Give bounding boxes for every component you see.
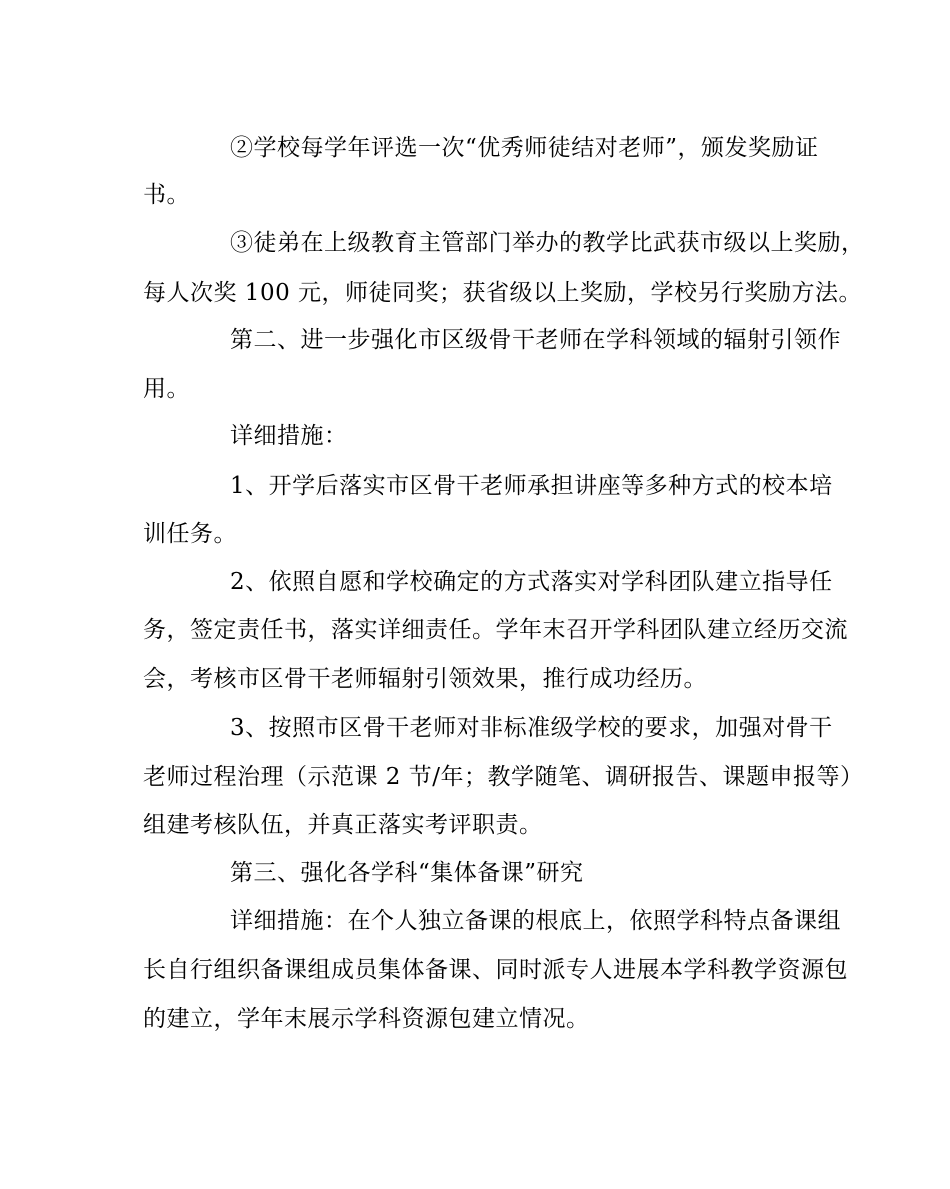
paragraph-line: 的建立，学年末展示学科资源包建立情况。	[143, 1006, 590, 1032]
paragraph-line: 长自行组织备课组成员集体备课、同时派专人进展本学科教学资源包	[143, 957, 848, 983]
paragraph-line: 2、依照自愿和学校确定的方式落实对学科团队建立指导任	[230, 569, 833, 595]
paragraph-line: ③徒弟在上级教育主管部门举办的教学比武获市级以上奖励，	[230, 230, 865, 256]
paragraph-line: 每人次奖 100 元，师徒同奖；获省级以上奖励，学校另行奖励方法。	[143, 280, 863, 306]
paragraph-line: 务，签定责任书，落实详细责任。学年末召开学科团队建立经历交流	[143, 617, 848, 643]
paragraph-line: 训任务。	[143, 521, 237, 547]
paragraph-line: 第二、进一步强化市区级骨干老师在学科领域的辐射引领作	[230, 327, 841, 353]
paragraph-line: 详细措施：在个人独立备课的根底上，依照学科特点备课组	[230, 908, 841, 934]
section-heading: 第三、强化各学科“集体备课”研究	[230, 860, 584, 886]
paragraph-line: 会，考核市区骨干老师辐射引领效果，推行成功经历。	[143, 666, 707, 692]
paragraph-line: 3、按照市区骨干老师对非标准级学校的要求，加强对骨干	[230, 715, 833, 741]
paragraph-line: ②学校每学年评选一次“优秀师徒结对老师”，颁发奖励证	[230, 135, 819, 161]
paragraph-line: 书。	[143, 182, 190, 208]
paragraph-line: 组建考核队伍，并真正落实考评职责。	[143, 812, 543, 838]
paragraph-line: 用。	[143, 376, 190, 402]
section-label: 详细措施：	[230, 423, 348, 449]
paragraph-line: 1、开学后落实市区骨干老师承担讲座等多种方式的校本培	[230, 473, 833, 499]
paragraph-line: 老师过程治理（示范课 2 节/年；教学随笔、调研报告、课题申报等）	[143, 764, 864, 790]
